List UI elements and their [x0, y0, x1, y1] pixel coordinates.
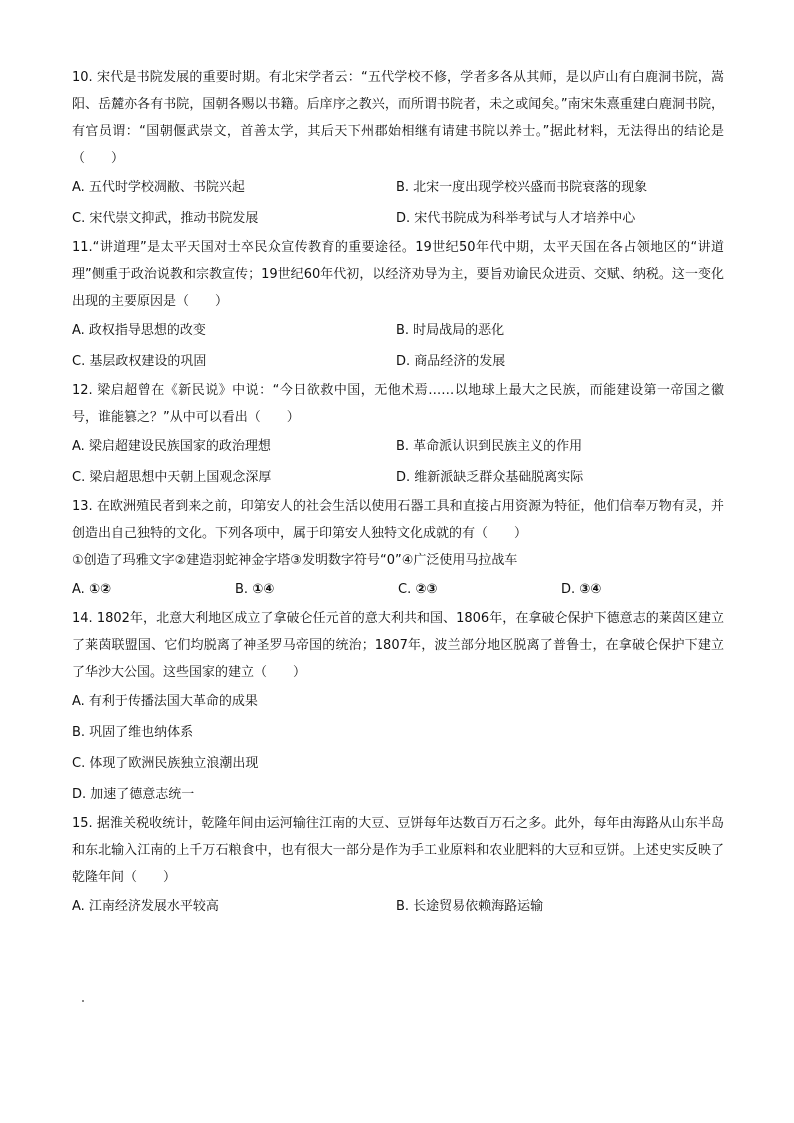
- question-14-options: [72, 686, 724, 810]
- question-11-stem: 11.“讲道理”是太平天国对士卒民众宣传教育的重要途径。19世纪50年代中期，太平天国在各占领地区的“讲道理”侧重于政治说教和宗教宣传；19世纪60年代初，以经济劝导为主，要旨劝谕民众进贡、交赋、纳税。这一变化出现的主要原因是（ ）: [72, 240, 724, 309]
- question-10: [72, 64, 724, 234]
- question-13-stem: 13. 在欧洲殖民者到来之前，印第安人的社会生活以使用石器工具和直接占用资源为特征，他们信奉万物有灵，并创造出自己独特的文化。下列各项中，属于印第安人独特文化成就的有（ ）: [72, 499, 724, 541]
- question-12-option-a: A. 梁启超建设民族国家的政治理想: [72, 439, 271, 454]
- question-10-option-c: C. 宋代崇文抑武，推动书院发展: [72, 211, 259, 226]
- question-13-options: [72, 574, 724, 605]
- question-11-option-c: C. 基层政权建设的巩固: [72, 354, 207, 369]
- question-10-option-a: A. 五代时学校凋敝、书院兴起: [72, 180, 245, 195]
- question-14-option-a: A. 有利于传播法国大革命的成果: [72, 694, 258, 709]
- question-12-option-d: D. 维新派缺乏群众基础脱离实际: [396, 470, 584, 485]
- question-10-options-row-2: [72, 203, 724, 234]
- question-11-option-d: D. 商品经济的发展: [396, 354, 506, 369]
- question-15: [72, 810, 724, 922]
- question-14-option-b: B. 巩固了维也纳体系: [72, 725, 194, 740]
- question-12-option-c: C. 梁启超思想中天朝上国观念深厚: [72, 470, 272, 485]
- question-12-options-row-1: [72, 431, 724, 462]
- question-12: [72, 377, 724, 493]
- question-15-option-b: B. 长途贸易依赖海路运输: [396, 899, 544, 914]
- question-12-stem: 12. 梁启超曾在《新民说》中说：“今日欲救中国，无他术焉……以地球上最大之民族，而能建设第一帝国之徽号，谁能篡之？”从中可以看出（ ）: [72, 383, 724, 425]
- exam-page: [72, 64, 724, 922]
- question-13-items: ①创造了玛雅文字②建造羽蛇神金字塔③发明数字符号“0”④广泛使用马拉战车: [72, 553, 518, 568]
- question-15-option-a: A. 江南经济发展水平较高: [72, 899, 219, 914]
- question-14: [72, 605, 724, 810]
- option-value: ①④: [252, 582, 275, 597]
- option-letter: C.: [398, 582, 416, 597]
- question-13-option-a: [72, 574, 235, 605]
- question-13-option-b: [235, 574, 398, 605]
- question-13-option-c: [398, 574, 561, 605]
- option-value: ②③: [415, 582, 438, 597]
- question-12-options-row-2: [72, 462, 724, 493]
- option-letter: B.: [235, 582, 253, 597]
- question-12-option-b: B. 革命派认识到民族主义的作用: [396, 439, 583, 454]
- question-11-options-row-2: [72, 346, 724, 377]
- question-11-option-a: A. 政权指导思想的改变: [72, 323, 206, 338]
- question-14-option-c: C. 体现了欧洲民族独立浪潮出现: [72, 756, 259, 771]
- question-10-option-b: B. 北宋一度出现学校兴盛而书院衰落的现象: [396, 180, 648, 195]
- stray-mark: [82, 1000, 84, 1002]
- option-letter: D.: [561, 582, 580, 597]
- question-10-options-row-1: [72, 172, 724, 203]
- question-15-stem: 15. 据淮关税收统计，乾隆年间由运河输往江南的大豆、豆饼每年达数百万石之多。此外，每年由海路从山东半岛和东北输入江南的上千万石粮食中，也有很大一部分是作为手工业原料和农业肥料的大豆和豆饼。上述史实反映了乾隆年间（ ）: [72, 816, 724, 885]
- question-13-option-d: [561, 574, 724, 605]
- question-11-options-row-1: [72, 315, 724, 346]
- question-13: [72, 493, 724, 605]
- question-10-option-d: D. 宋代书院成为科举考试与人才培养中心: [396, 211, 636, 226]
- question-15-options-row-1: [72, 891, 724, 922]
- question-14-stem: 14. 1802年，北意大利地区成立了拿破仑任元首的意大利共和国、1806年，在拿破仑保护下德意志的莱茵区建立了莱茵联盟国、它们均脱离了神圣罗马帝国的统治；1807年，波兰部分地区脱离了普鲁士，在拿破仑保护下建立了华沙大公国。这些国家的建立（ ）: [72, 611, 724, 680]
- question-11: [72, 234, 724, 377]
- option-value: ①②: [88, 582, 111, 597]
- question-14-option-d: D. 加速了德意志统一: [72, 787, 195, 802]
- question-11-option-b: B. 时局战局的恶化: [396, 323, 505, 338]
- option-letter: A.: [72, 582, 89, 597]
- option-value: ③④: [579, 582, 602, 597]
- question-10-stem: 10. 宋代是书院发展的重要时期。有北宋学者云：“五代学校不修，学者多各从其师，是以庐山有白鹿洞书院，嵩阳、岳麓亦各有书院，国朝各赐以书籍。后庠序之教兴，而所谓书院者，未之或闻矣。”南宋朱熹重建白鹿洞书院，有官员谓：“国朝偃武崇文，首善太学，其后天下州郡始相继有请建书院以养士。”据此材料，无法得出的结论是（ ）: [72, 70, 724, 166]
